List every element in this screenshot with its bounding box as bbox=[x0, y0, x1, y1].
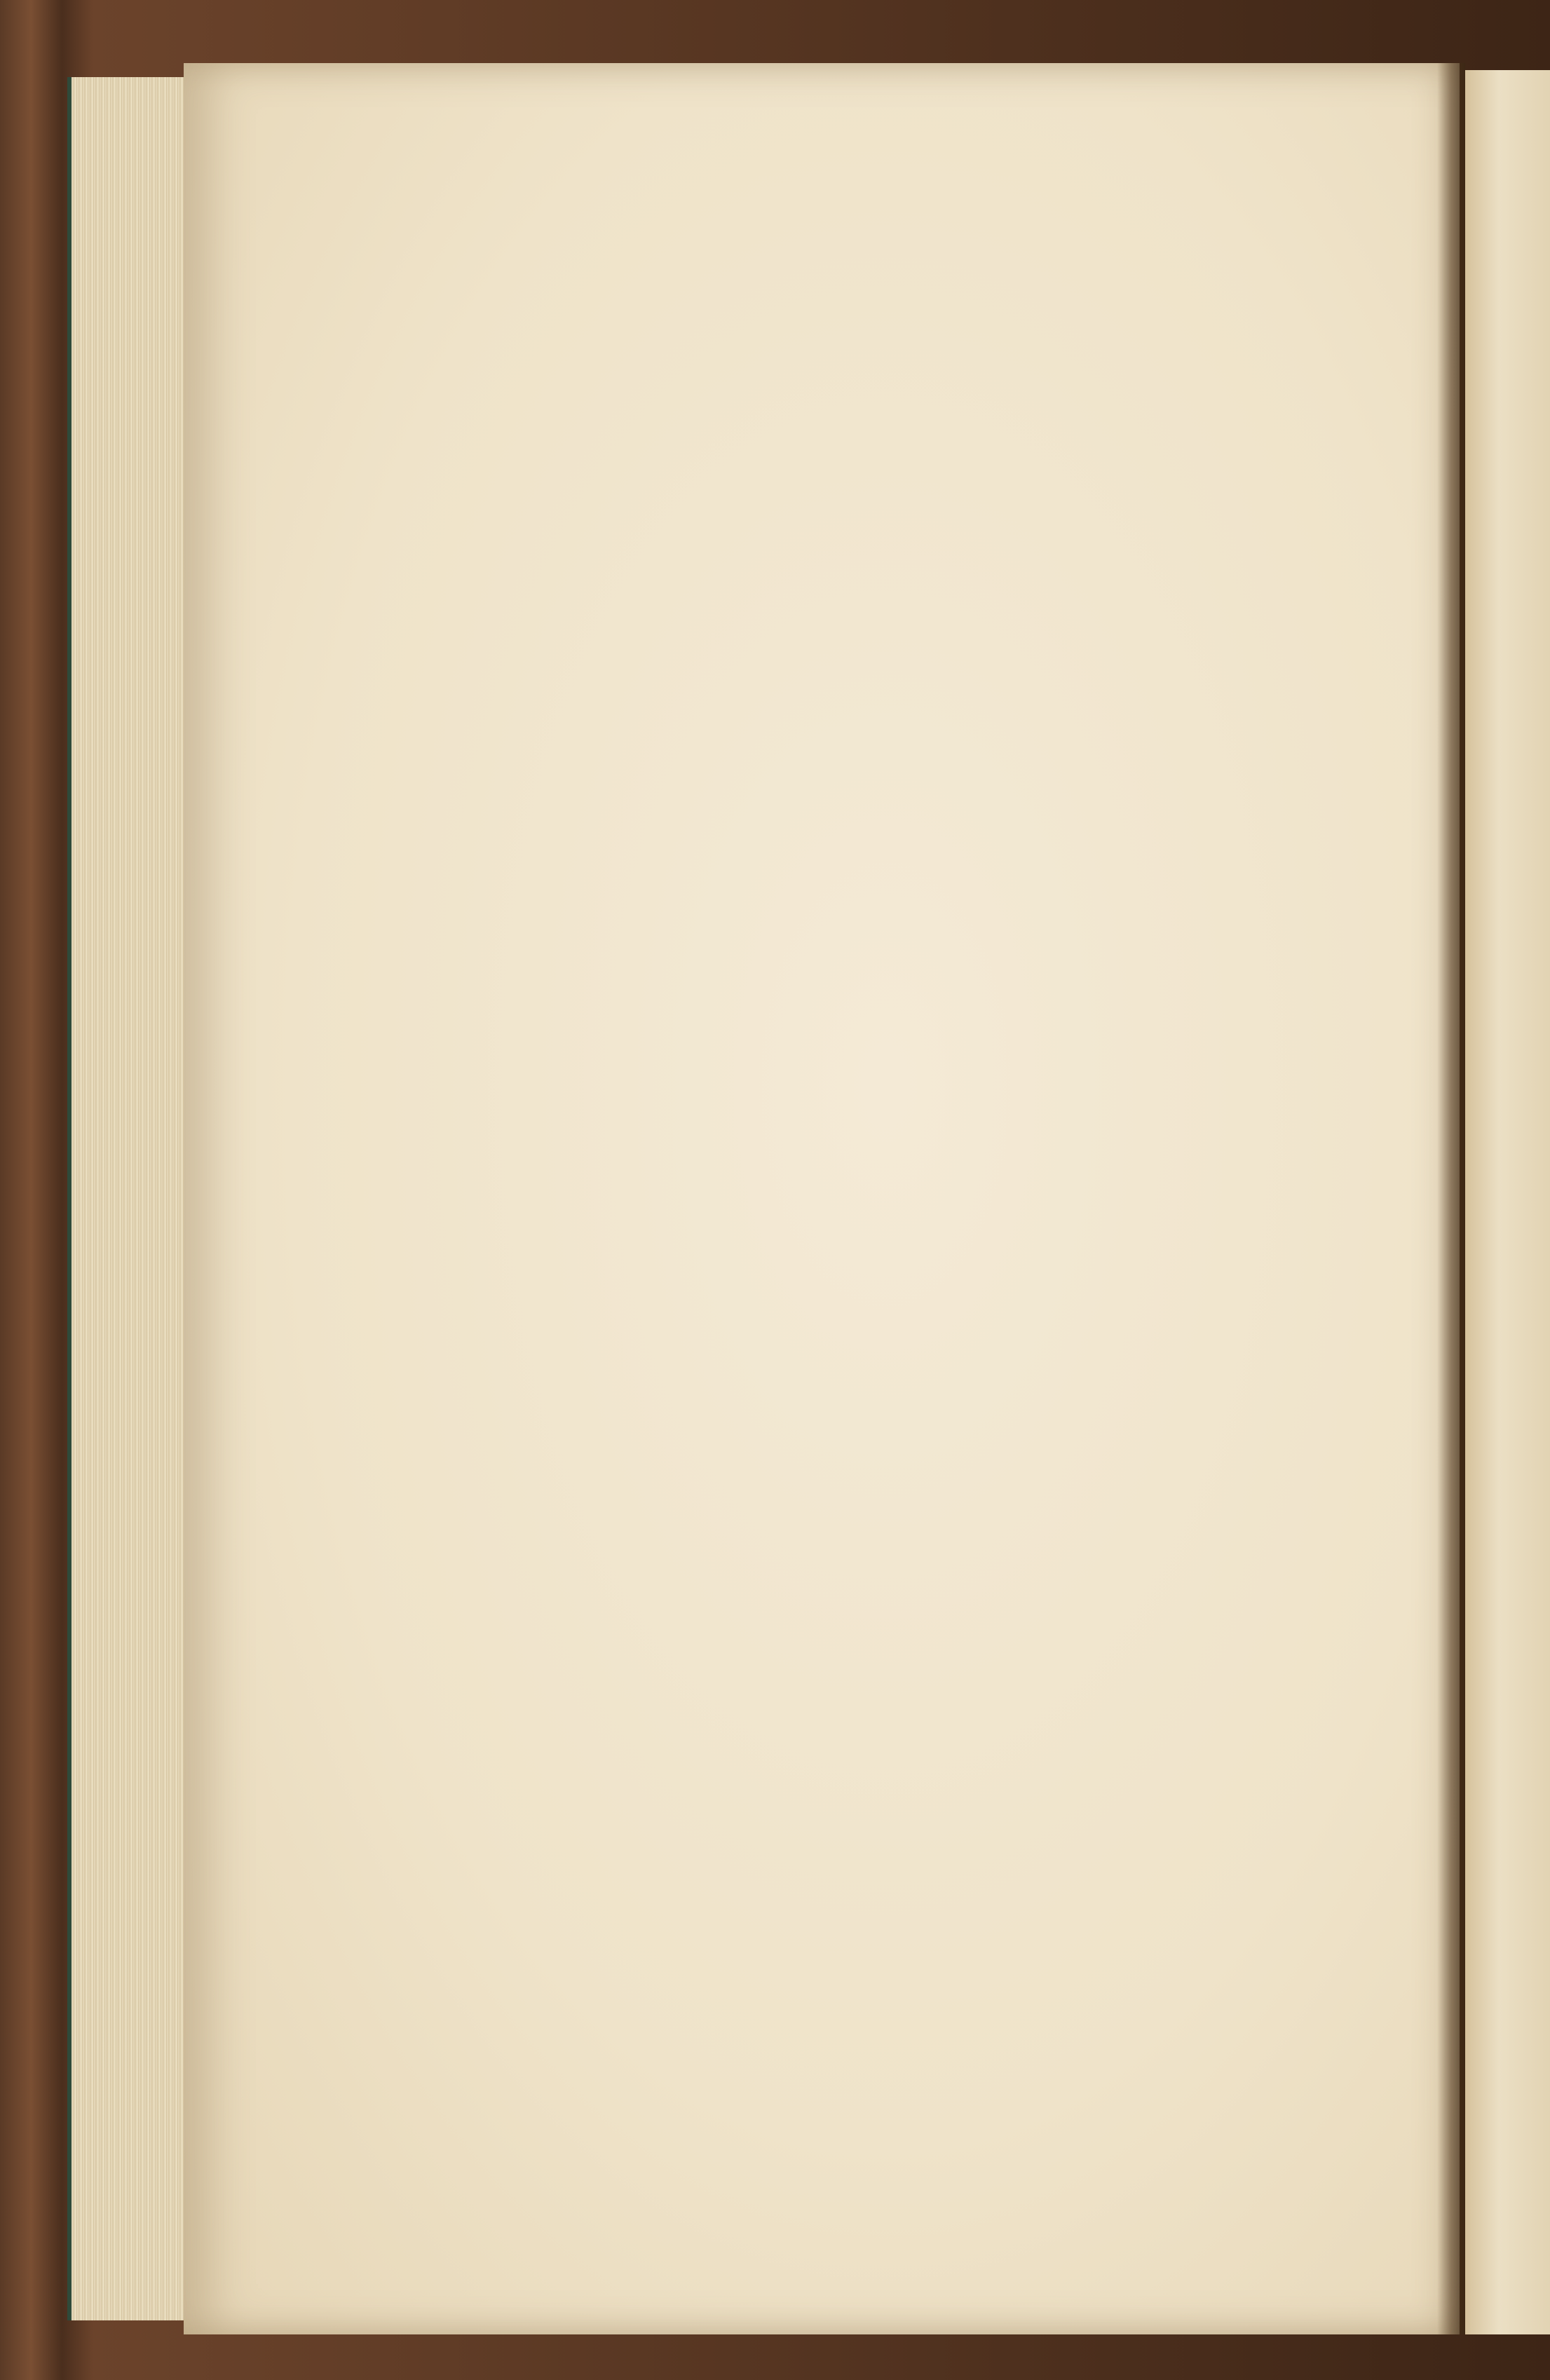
running-header bbox=[435, 298, 1360, 339]
book-page bbox=[184, 63, 1460, 2334]
facing-page bbox=[1465, 70, 1550, 2334]
book-gutter bbox=[1437, 63, 1465, 2334]
